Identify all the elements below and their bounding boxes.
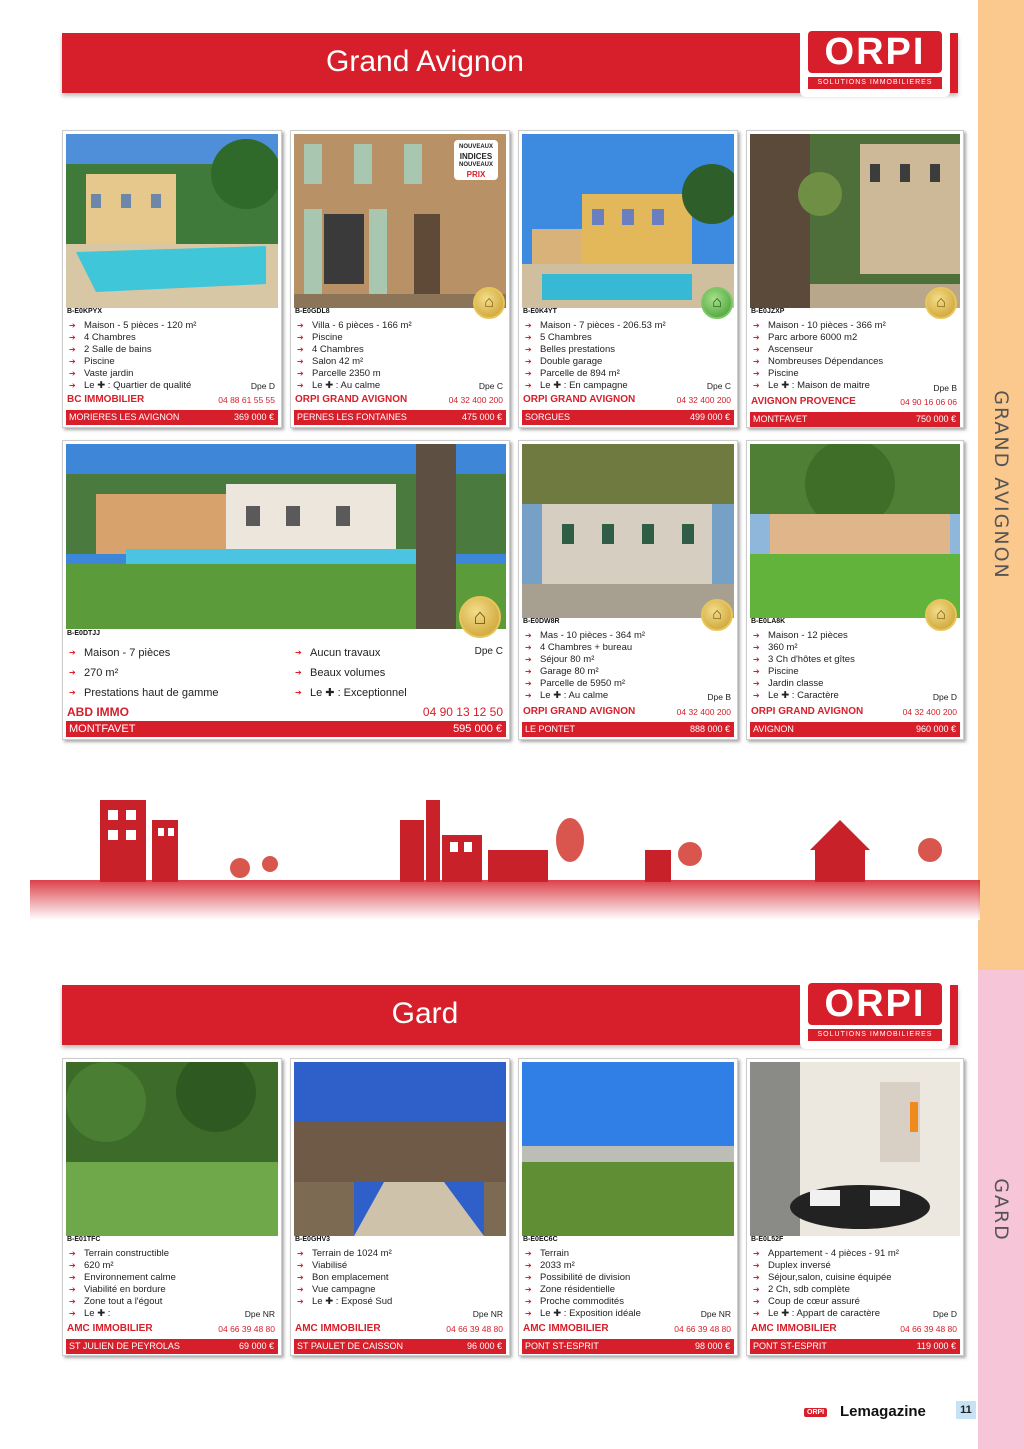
feature: ➔ Zone résidentielle — [523, 1284, 731, 1296]
agency-name[interactable]: AMC IMMOBILIER — [295, 1323, 381, 1334]
feature: ➔ Le ✚ : Au calme — [523, 690, 731, 702]
property-photo — [522, 1062, 734, 1236]
house-medal-icon: ⌂ — [925, 599, 957, 631]
side-tab-label: GRAND AVIGNON — [990, 390, 1012, 580]
feature: ➔ 4 Chambres + bureau — [523, 642, 731, 654]
dpe-rating: Dpe C — [474, 646, 503, 657]
price-bar — [294, 1339, 506, 1354]
footer-logo: ORPI — [804, 1408, 827, 1417]
dpe-rating: Dpe NR — [244, 1309, 275, 1319]
feature: ➔ Le ✚ : En campagne — [523, 380, 731, 392]
badge-line: INDICES — [459, 152, 493, 161]
feature: ➔ 4 Chambres — [67, 332, 275, 344]
feature: ➔ Maison - 7 pièces - 206.53 m² — [523, 320, 731, 332]
price: 69 000 € — [238, 1341, 274, 1351]
agency-phone[interactable]: 04 90 13 12 50 — [422, 705, 503, 719]
listing-card[interactable] — [290, 1058, 510, 1356]
listing-card[interactable] — [62, 1058, 282, 1356]
agency-name[interactable]: ABD IMMO — [67, 705, 129, 719]
listing-ref: B-E0KPYX — [67, 308, 103, 315]
price: 960 000 € — [915, 724, 956, 734]
dpe-rating: Dpe NR — [700, 1309, 731, 1319]
feature: ➔ Jardin classe — [751, 678, 957, 690]
listing-ref: B-E0JZXP — [751, 308, 785, 315]
feature: ➔ Aucun travaux — [293, 643, 433, 663]
feature: ➔ 2033 m² — [523, 1260, 731, 1272]
feature: ➔ Le ✚ : Caractère — [751, 690, 957, 702]
agency-phone[interactable]: 04 90 16 06 06 — [900, 397, 957, 407]
feature: ➔ 360 m² — [751, 642, 957, 654]
agency-phone[interactable]: 04 32 400 200 — [676, 395, 731, 405]
feature: ➔ Terrain — [523, 1248, 731, 1260]
house-medal-icon: ⌂ — [473, 287, 505, 319]
feature: ➔ Terrain de 1024 m² — [295, 1248, 503, 1260]
agency-phone[interactable]: 04 66 39 48 80 — [446, 1324, 503, 1334]
feature: ➔ Coup de cœur assuré — [751, 1296, 957, 1308]
feature: ➔ Beaux volumes — [293, 663, 433, 683]
property-photo — [522, 444, 734, 618]
property-photo — [750, 444, 960, 618]
feature-list — [67, 320, 275, 392]
agency-name[interactable]: AMC IMMOBILIER — [67, 1323, 153, 1334]
feature: ➔ Terrain constructible — [67, 1248, 275, 1260]
agency-name[interactable]: ORPI GRAND AVIGNON — [523, 394, 636, 405]
feature: ➔ Duplex inversé — [751, 1260, 957, 1272]
price-bar — [522, 1339, 734, 1354]
price: 888 000 € — [689, 724, 730, 734]
price-bar — [66, 410, 278, 425]
feature: ➔ Séjour 80 m² — [523, 654, 731, 666]
listing-card[interactable] — [746, 440, 964, 740]
feature: ➔ Viabilité en bordure — [67, 1284, 275, 1296]
listing-ref: B-E0LA8K — [751, 618, 786, 625]
feature: ➔ Parcelle de 894 m² — [523, 368, 731, 380]
feature: ➔ Le ✚ : Maison de maitre — [751, 380, 957, 392]
property-photo — [522, 134, 734, 308]
dpe-rating: Dpe C — [706, 381, 731, 391]
listing-ref: B-E0L52F — [751, 1236, 784, 1243]
agency-name[interactable]: BC IMMOBILIER — [67, 394, 145, 405]
feature: ➔ Appartement - 4 pièces - 91 m² — [751, 1248, 957, 1260]
section-title: Grand Avignon — [326, 45, 524, 78]
listing-card[interactable] — [746, 1058, 964, 1356]
city: PONT ST-ESPRIT — [525, 1341, 599, 1351]
city: LE PONTET — [525, 724, 576, 734]
listing-ref: B-E0K4YT — [523, 308, 557, 315]
listing-ref: B-E0DW8R — [523, 618, 560, 625]
feature: ➔ Villa - 6 pièces - 166 m² — [295, 320, 503, 332]
agency-phone[interactable]: 04 66 39 48 80 — [900, 1324, 957, 1334]
city: SORGUES — [525, 412, 571, 422]
feature: ➔ Double garage — [523, 356, 731, 368]
agency-phone[interactable]: 04 66 39 48 80 — [218, 1324, 275, 1334]
feature: ➔ Prestations haut de gamme — [67, 683, 287, 703]
dpe-rating: Dpe B — [707, 692, 731, 702]
feature: ➔ 3 Ch d'hôtes et gîtes — [751, 654, 957, 666]
agency-phone[interactable]: 04 66 39 48 80 — [674, 1324, 731, 1334]
listing-card-large[interactable] — [62, 440, 510, 740]
feature: ➔ Le ✚ : Au calme — [295, 380, 503, 392]
listing-card[interactable] — [62, 130, 282, 428]
agency-name[interactable]: AMC IMMOBILIER — [751, 1323, 837, 1334]
badge-line: NOUVEAUX — [458, 144, 493, 150]
feature: ➔ Garage 80 m² — [523, 666, 731, 678]
feature: ➔ 620 m² — [67, 1260, 275, 1272]
price-bar — [66, 1339, 278, 1354]
property-photo — [66, 1062, 278, 1236]
city: PONT ST-ESPRIT — [753, 1341, 827, 1351]
feature: ➔ Parcelle 2350 m — [295, 368, 503, 380]
feature: ➔ Parc arbore 6000 m2 — [751, 332, 957, 344]
feature: ➔ Piscine — [295, 332, 503, 344]
price: 119 000 € — [916, 1341, 956, 1351]
price: 369 000 € — [233, 412, 274, 422]
listing-card[interactable] — [518, 1058, 738, 1356]
property-photo — [750, 1062, 960, 1236]
dpe-rating: Dpe B — [933, 383, 957, 393]
city: AVIGNON — [753, 724, 794, 734]
price: 475 000 € — [461, 412, 502, 422]
feature: ➔ Zone tout a l'égout — [67, 1296, 275, 1308]
logo-brand: ORPI — [808, 31, 942, 73]
logo-subtitle: SOLUTIONS IMMOBILIERES — [808, 77, 942, 89]
page-footer — [800, 1398, 980, 1426]
house-medal-icon: ⌂ — [701, 599, 733, 631]
city-skyline-illustration — [30, 780, 980, 920]
feature-list — [751, 1248, 957, 1320]
feature: ➔ Possibilité de division — [523, 1272, 731, 1284]
feature-list — [523, 320, 731, 392]
magazine-name: Lemagazine — [840, 1403, 926, 1420]
agency-name[interactable]: ORPI GRAND AVIGNON — [523, 706, 636, 717]
price: 499 000 € — [689, 412, 730, 422]
feature: ➔ Ascenseur — [751, 344, 957, 356]
feature-list — [295, 320, 503, 392]
city: ST PAULET DE CAISSON — [297, 1341, 404, 1351]
listing-ref: B-E01TFC — [67, 1236, 101, 1243]
price-bar — [294, 410, 506, 425]
price-bar — [522, 722, 734, 737]
city: MORIERES LES AVIGNON — [69, 412, 180, 422]
property-photo — [66, 134, 278, 308]
dpe-rating: Dpe D — [932, 692, 957, 702]
listing-card[interactable] — [518, 440, 738, 740]
page-number: 11 — [956, 1401, 976, 1419]
price-bar — [522, 410, 734, 425]
feature: ➔ 4 Chambres — [295, 344, 503, 356]
listing-card[interactable] — [290, 130, 510, 428]
orpi-logo — [800, 977, 950, 1049]
section-title: Gard — [391, 997, 459, 1030]
feature-list — [751, 320, 957, 392]
house-medal-icon: ⌂ — [459, 596, 501, 638]
side-tab-grand-avignon — [978, 0, 1024, 970]
section-banner-grand-avignon — [62, 33, 958, 93]
feature: ➔ Le ✚ : Quartier de qualité — [67, 380, 275, 392]
feature: ➔ Mas - 10 pièces - 364 m² — [523, 630, 731, 642]
feature-list — [295, 1248, 503, 1308]
dpe-rating: Dpe C — [478, 381, 503, 391]
feature: ➔ 270 m² — [67, 663, 287, 683]
logo-subtitle: SOLUTIONS IMMOBILIERES — [808, 1029, 942, 1041]
agency-name[interactable]: ORPI GRAND AVIGNON — [751, 706, 864, 717]
feature: ➔ Le ✚ : — [67, 1308, 275, 1320]
listing-card[interactable] — [746, 130, 964, 428]
listing-card[interactable] — [518, 130, 738, 428]
price: 750 000 € — [915, 414, 956, 424]
feature: ➔ Vaste jardin — [67, 368, 275, 380]
agency-name[interactable]: ORPI GRAND AVIGNON — [295, 394, 408, 405]
feature: ➔ Le ✚ : Appart de caractère — [751, 1308, 957, 1320]
agency-name[interactable]: AVIGNON PROVENCE — [751, 396, 856, 407]
price-bar — [66, 721, 506, 737]
badge-line: PRIX — [466, 170, 486, 179]
dpe-rating: Dpe D — [932, 1309, 957, 1319]
price: 96 000 € — [466, 1341, 502, 1351]
feature-list-left — [67, 643, 287, 703]
house-medal-icon: ⌂ — [925, 287, 957, 319]
feature: ➔ Nombreuses Dépendances — [751, 356, 957, 368]
feature: ➔ Environnement calme — [67, 1272, 275, 1284]
agency-phone[interactable]: 04 32 400 200 — [448, 395, 503, 405]
dpe-rating: Dpe NR — [472, 1309, 503, 1319]
feature: ➔ 5 Chambres — [523, 332, 731, 344]
badge-line: NOUVEAUX — [458, 162, 493, 168]
feature: ➔ Maison - 5 pièces - 120 m² — [67, 320, 275, 332]
feature: ➔ Piscine — [751, 666, 957, 678]
feature-list — [751, 630, 957, 702]
city: PERNES LES FONTAINES — [297, 412, 407, 422]
feature: ➔ Piscine — [751, 368, 957, 380]
price-bar — [750, 722, 960, 737]
feature: ➔ Séjour,salon, cuisine équipée — [751, 1272, 957, 1284]
feature: ➔ Le ✚ : Exposé Sud — [295, 1296, 503, 1308]
agency-phone[interactable]: 04 32 400 200 — [676, 707, 731, 717]
feature: ➔ Bon emplacement — [295, 1272, 503, 1284]
listing-ref: B-E0GHV3 — [295, 1236, 331, 1243]
feature: ➔ Viabilisé — [295, 1260, 503, 1272]
property-photo — [750, 134, 960, 308]
feature: ➔ 2 Ch, sdb complète — [751, 1284, 957, 1296]
feature: ➔ 2 Salle de bains — [67, 344, 275, 356]
dpe-rating: Dpe D — [250, 381, 275, 391]
feature: ➔ Belles prestations — [523, 344, 731, 356]
side-tab-label: GARD — [990, 1177, 1012, 1242]
property-photo — [66, 444, 506, 629]
property-photo — [294, 1062, 506, 1236]
feature-list — [523, 630, 731, 702]
side-tab-gard — [978, 970, 1024, 1449]
listing-ref: B-E0DTJJ — [67, 630, 101, 637]
feature: ➔ Maison - 10 pièces - 366 m² — [751, 320, 957, 332]
city: MONTFAVET — [753, 414, 808, 424]
price-bar — [750, 412, 960, 427]
city: ST JULIEN DE PEYROLAS — [69, 1341, 180, 1351]
city: MONTFAVET — [69, 723, 136, 735]
listing-ref: B-E0GDL8 — [295, 308, 330, 315]
feature: ➔ Maison - 7 pièces — [67, 643, 287, 663]
property-photo — [294, 134, 506, 308]
feature: ➔ Salon 42 m² — [295, 356, 503, 368]
feature: ➔ Proche commodités — [523, 1296, 731, 1308]
price: 98 000 € — [694, 1341, 730, 1351]
feature: ➔ Vue campagne — [295, 1284, 503, 1296]
agency-phone[interactable]: 04 32 400 200 — [902, 707, 957, 717]
feature: ➔ Piscine — [67, 356, 275, 368]
listing-ref: B-E0EC6C — [523, 1236, 558, 1243]
feature-list-right — [293, 643, 433, 703]
feature: ➔ Maison - 12 pièces — [751, 630, 957, 642]
feature: ➔ Le ✚ : Exceptionnel — [293, 683, 433, 703]
logo-brand: ORPI — [808, 983, 942, 1025]
agency-phone[interactable]: 04 88 61 55 55 — [218, 395, 275, 405]
feature: ➔ Le ✚ : Exposition idéale — [523, 1308, 731, 1320]
section-banner-gard — [62, 985, 958, 1045]
price-bar — [750, 1339, 960, 1354]
price: 595 000 € — [453, 723, 502, 735]
house-medal-icon: ⌂ — [701, 287, 733, 319]
orpi-logo — [800, 25, 950, 97]
feature: ➔ Parcelle de 5950 m² — [523, 678, 731, 690]
agency-name[interactable]: AMC IMMOBILIER — [523, 1323, 609, 1334]
new-price-badge — [454, 140, 498, 180]
